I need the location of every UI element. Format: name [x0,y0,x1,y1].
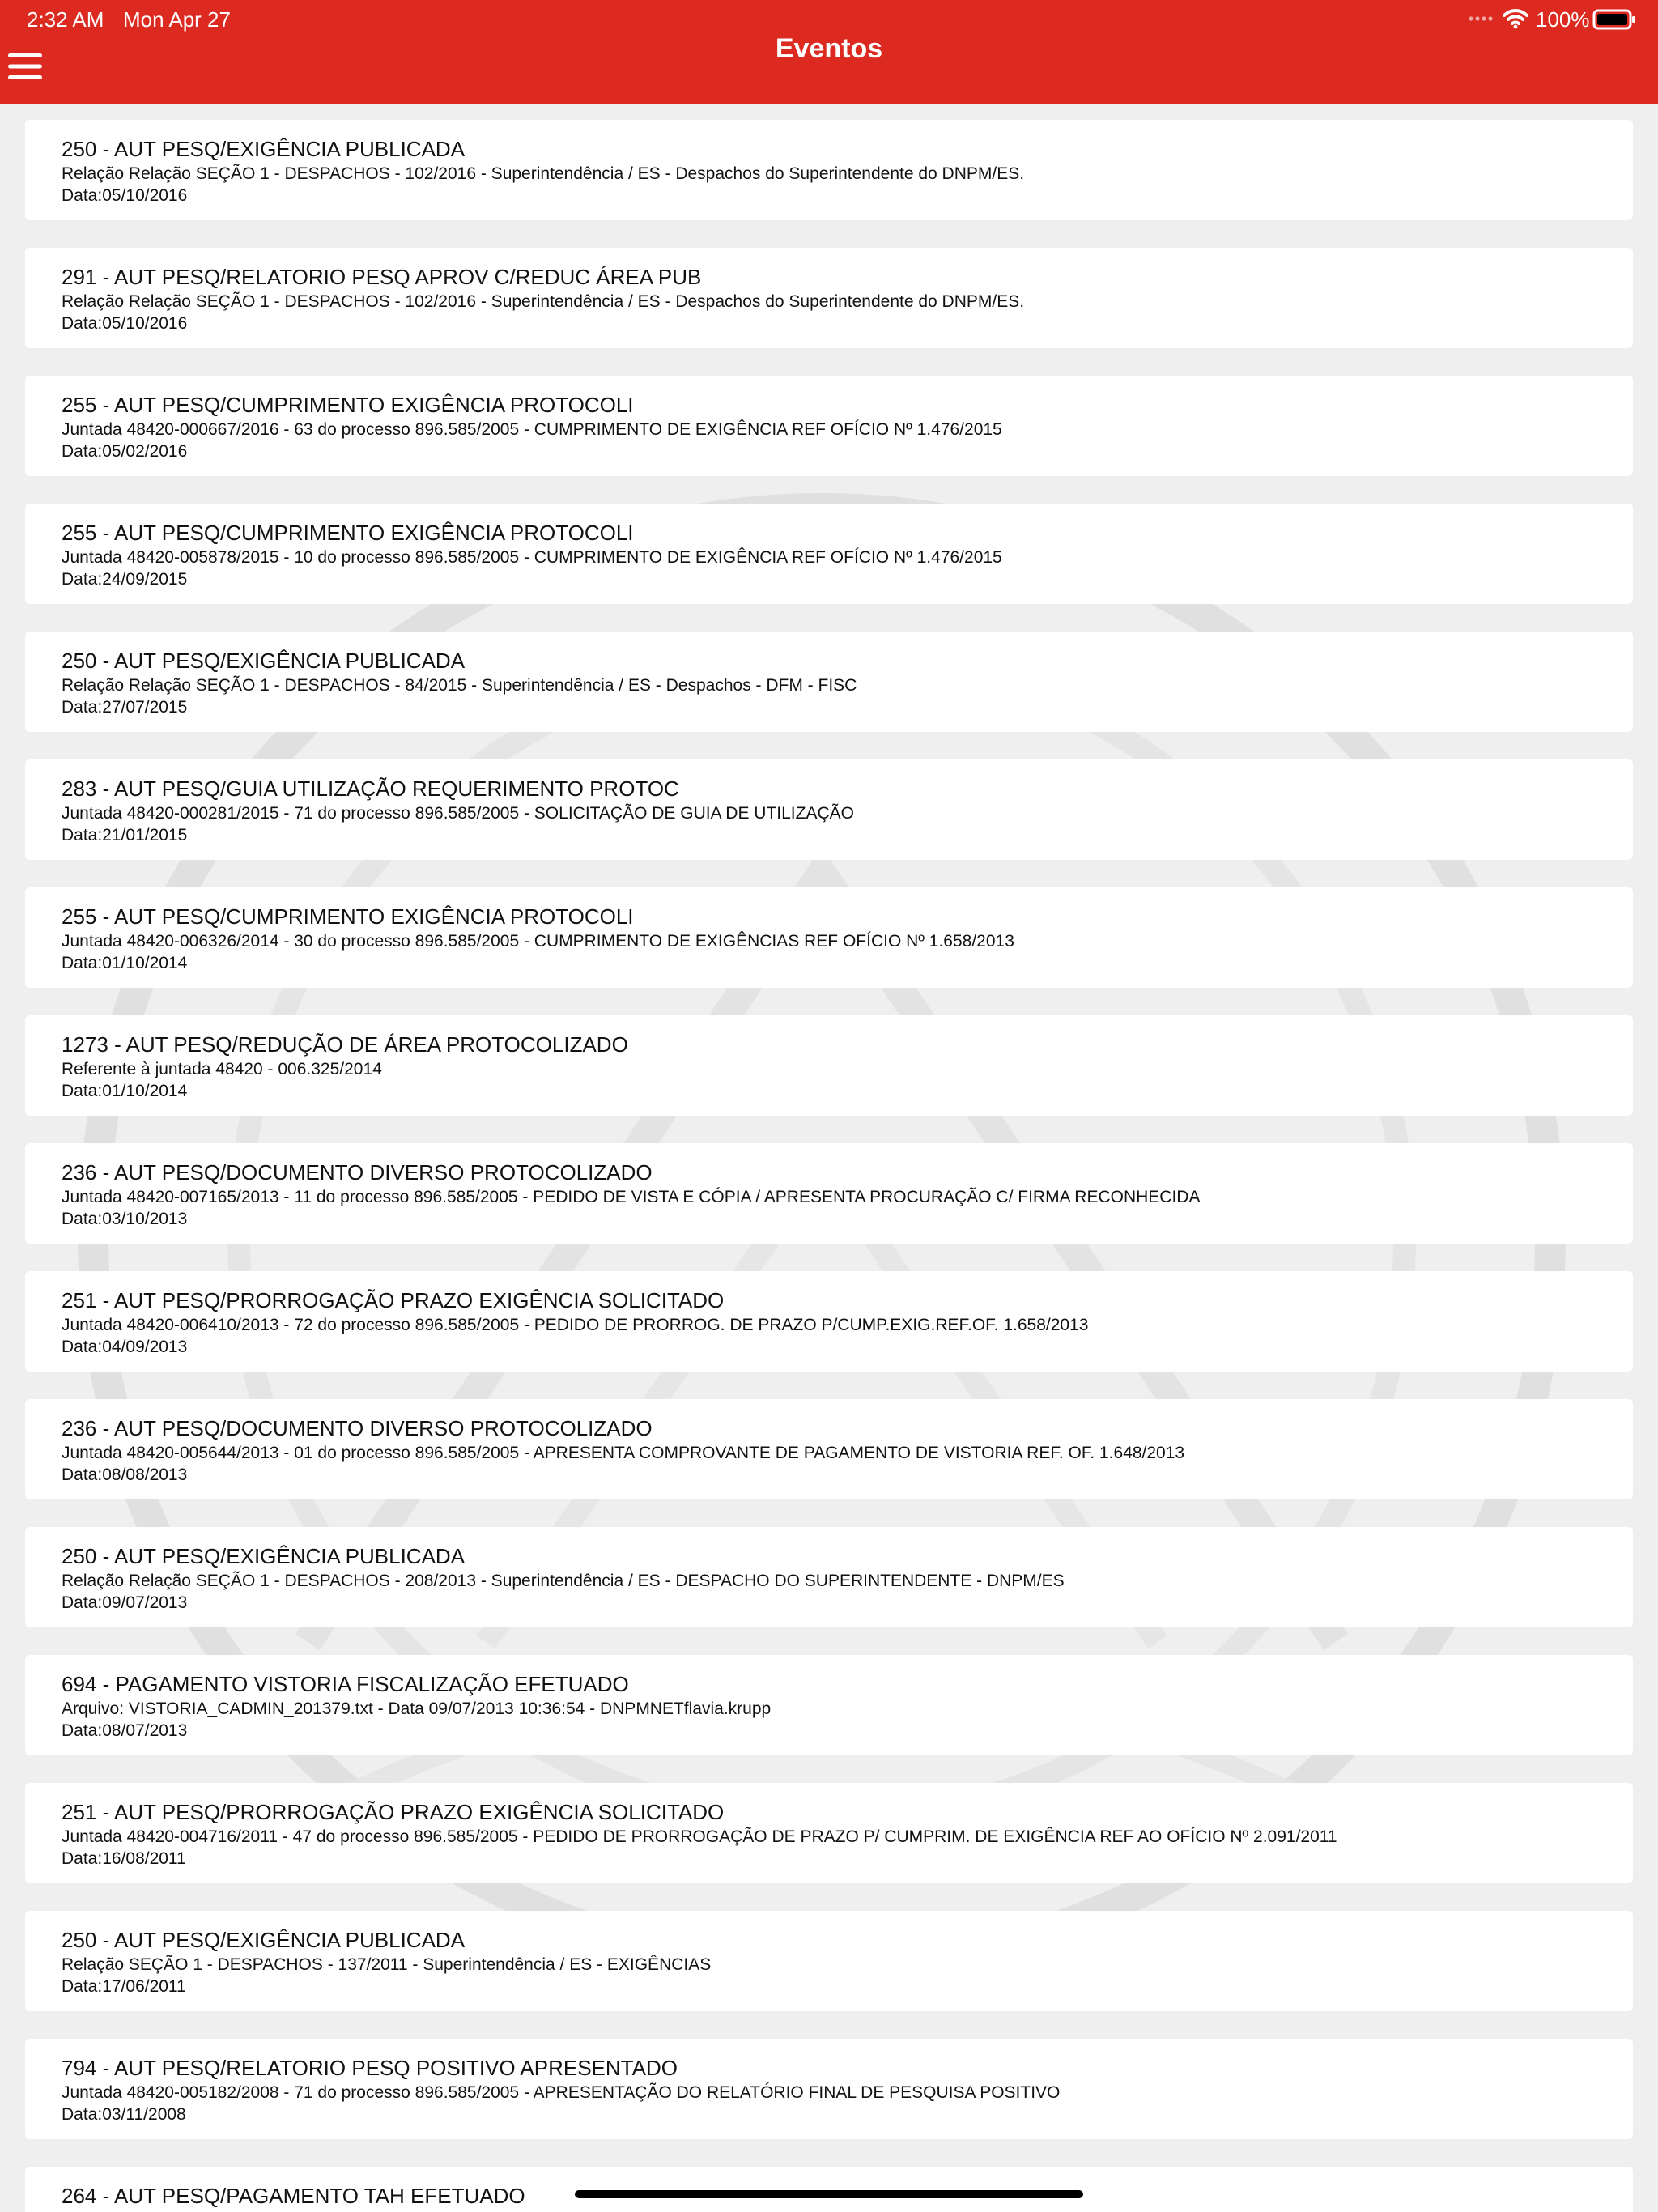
event-card[interactable] [25,1655,1633,1755]
event-title: 291 - AUT PESQ/RELATORIO PESQ APROV C/REDUC ÁREA PUB [62,265,702,289]
event-card[interactable] [25,1911,1633,2011]
event-description: Juntada 48420-000667/2016 - 63 do processo 896.585/2005 - CUMPRIMENTO DE EXIGÊNCIA REF OFÍCIO Nº 1.476/2015 [62,420,1002,439]
status-time: 2:32 AM [27,7,104,32]
app-header [0,0,1658,104]
event-title: 255 - AUT PESQ/CUMPRIMENTO EXIGÊNCIA PROTOCOLI [62,521,634,545]
event-date: Data:17/06/2011 [62,1977,186,1996]
home-indicator [575,2190,1083,2198]
event-card[interactable] [25,1271,1633,1372]
event-description: Referente à juntada 48420 - 006.325/2014 [62,1060,382,1078]
event-title: 794 - AUT PESQ/RELATORIO PESQ POSITIVO APRESENTADO [62,2056,678,2080]
event-description: Relação Relação SEÇÃO 1 - DESPACHOS - 102/2016 - Superintendência / ES - Despachos do Superintendente do DNPM/ES. [62,292,1025,311]
event-date: Data:03/11/2008 [62,2105,186,2124]
event-date: Data:09/07/2013 [62,1593,188,1612]
event-title: 251 - AUT PESQ/PRORROGAÇÃO PRAZO EXIGÊNCIA SOLICITADO [62,1800,725,1824]
status-date: Mon Apr 27 [123,7,231,32]
event-date: Data:04/09/2013 [62,1338,188,1356]
event-card[interactable] [25,887,1633,988]
event-title: 236 - AUT PESQ/DOCUMENTO DIVERSO PROTOCOLIZADO [62,1416,653,1440]
battery-percentage: 100% [1536,7,1590,32]
event-date: Data:08/08/2013 [62,1465,188,1484]
event-description: Juntada 48420-005644/2013 - 01 do processo 896.585/2005 - APRESENTA COMPROVANTE DE PAGAMENTO DE VISTORIA REF. OF. 1.648/2013 [62,1444,1185,1462]
event-title: 255 - AUT PESQ/CUMPRIMENTO EXIGÊNCIA PROTOCOLI [62,393,634,417]
event-title: 251 - AUT PESQ/PRORROGAÇÃO PRAZO EXIGÊNCIA SOLICITADO [62,1288,725,1312]
event-date: Data:05/10/2016 [62,314,188,333]
event-description: Juntada 48420-000281/2015 - 71 do processo 896.585/2005 - SOLICITAÇÃO DE GUIA DE UTILIZAÇÃO [62,804,854,823]
event-title: 250 - AUT PESQ/EXIGÊNCIA PUBLICADA [62,649,466,673]
event-date: Data:01/10/2014 [62,1082,188,1100]
event-card[interactable] [25,2167,1633,2212]
event-card[interactable] [25,1143,1633,1244]
event-card[interactable] [25,1015,1633,1116]
event-title: 250 - AUT PESQ/EXIGÊNCIA PUBLICADA [62,1928,466,1952]
event-date: Data:24/09/2015 [62,570,188,589]
battery-icon [1592,8,1638,31]
event-title: 694 - PAGAMENTO VISTORIA FISCALIZAÇÃO EFETUADO [62,1672,629,1696]
event-date: Data:05/02/2016 [62,442,188,461]
event-date: Data:05/10/2016 [62,186,188,205]
event-title: 283 - AUT PESQ/GUIA UTILIZAÇÃO REQUERIMENTO PROTOC [62,776,679,801]
event-date: Data:03/10/2013 [62,1210,188,1228]
event-card[interactable] [25,248,1633,348]
event-card[interactable] [25,759,1633,860]
event-description: Juntada 48420-006326/2014 - 30 do processo 896.585/2005 - CUMPRIMENTO DE EXIGÊNCIAS REF OFÍCIO Nº 1.658/2013 [62,932,1014,951]
cellular-dots-icon [1469,15,1493,22]
event-date: Data:16/08/2011 [62,1849,186,1868]
event-card[interactable] [25,1399,1633,1499]
event-title: 264 - AUT PESQ/PAGAMENTO TAH EFETUADO [62,2184,525,2208]
event-card[interactable] [25,1783,1633,1883]
wifi-icon [1503,8,1528,29]
event-description: Juntada 48420-007165/2013 - 11 do processo 896.585/2005 - PEDIDO DE VISTA E CÓPIA / APRESENTA PROCURAÇÃO C/ FIRMA RECONHECIDA [62,1188,1201,1206]
event-date: Data:08/07/2013 [62,1721,188,1740]
event-card[interactable] [25,2039,1633,2139]
event-title: 250 - AUT PESQ/EXIGÊNCIA PUBLICADA [62,137,466,161]
page-title: Eventos [775,33,883,64]
event-card[interactable] [25,120,1633,220]
event-date: Data:01/10/2014 [62,954,188,972]
event-description: Arquivo: VISTORIA_CADMIN_201379.txt - Data 09/07/2013 10:36:54 - DNPMNETflavia.krupp [62,1699,772,1718]
event-description: Relação Relação SEÇÃO 1 - DESPACHOS - 84/2015 - Superintendência / ES - Despachos - DFM - FISC [62,676,857,695]
events-list-container[interactable] [0,104,1658,2212]
event-description: Relação Relação SEÇÃO 1 - DESPACHOS - 102/2016 - Superintendência / ES - Despachos do Superintendente do DNPM/ES. [62,164,1025,183]
event-date: Data:27/07/2015 [62,698,188,717]
event-title: 236 - AUT PESQ/DOCUMENTO DIVERSO PROTOCOLIZADO [62,1160,653,1185]
event-date: Data:21/01/2015 [62,826,188,844]
event-description: Juntada 48420-006410/2013 - 72 do processo 896.585/2005 - PEDIDO DE PRORROG. DE PRAZO P/CUMP.EXIG.REF.OF. 1.658/2013 [62,1316,1089,1334]
event-description: Relação Relação SEÇÃO 1 - DESPACHOS - 208/2013 - Superintendência / ES - DESPACHO DO SUPERINTENDENTE - DNPM/ES [62,1572,1065,1590]
event-card[interactable] [25,504,1633,604]
event-description: Juntada 48420-005878/2015 - 10 do processo 896.585/2005 - CUMPRIMENTO DE EXIGÊNCIA REF OFÍCIO Nº 1.476/2015 [62,548,1002,567]
event-card[interactable] [25,632,1633,732]
event-description: Juntada 48420-005182/2008 - 71 do processo 896.585/2005 - APRESENTAÇÃO DO RELATÓRIO FINAL DE PESQUISA POSITIVO [62,2083,1061,2102]
event-title: 250 - AUT PESQ/EXIGÊNCIA PUBLICADA [62,1544,466,1568]
event-title: 1273 - AUT PESQ/REDUÇÃO DE ÁREA PROTOCOLIZADO [62,1032,628,1057]
event-description: Juntada 48420-004716/2011 - 47 do processo 896.585/2005 - PEDIDO DE PRORROGAÇÃO DE PRAZO P/ CUMPRIM. DE EXIGÊNCIA REF AO OFÍCIO Nº 2.091/2011 [62,1827,1337,1846]
event-description: Relação SEÇÃO 1 - DESPACHOS - 137/2011 - Superintendência / ES - EXIGÊNCIAS [62,1955,712,1974]
event-title: 255 - AUT PESQ/CUMPRIMENTO EXIGÊNCIA PROTOCOLI [62,904,634,929]
event-card[interactable] [25,1527,1633,1627]
event-card[interactable] [25,376,1633,476]
